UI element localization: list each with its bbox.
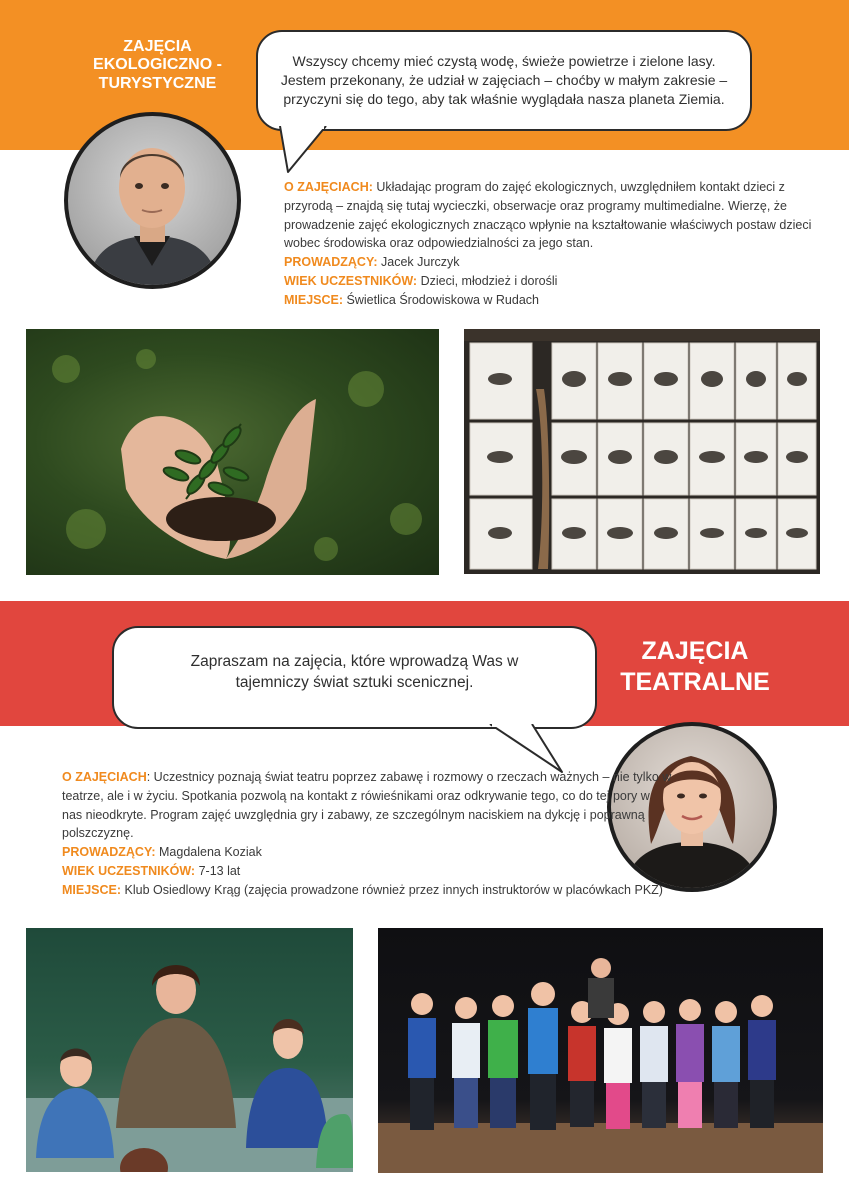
theatre-section-title: ZAJĘCIA TEATRALNE bbox=[620, 637, 770, 697]
theatre-age-value: 7-13 lat bbox=[198, 863, 241, 878]
theatre-leader-name: Magdalena Koziak bbox=[159, 845, 262, 859]
eco-age bbox=[284, 272, 814, 291]
eco-place bbox=[284, 291, 814, 310]
eco-about bbox=[284, 178, 814, 253]
children-group-photo bbox=[378, 928, 823, 1173]
theatre-about-text: : Uczestnicy poznają świat teatru poprzez zabawę i rozmowy o rzeczach ważnych – nie tylko w teatrze, ale i w życiu. Spotkania pozwolą na kontakt z rówieśnikami oraz odkrywanie tego, co do tej pory w nas nieodkryte. Program zajęć uwzględnia gry i zabawy, ze szczególnym naciskiem na dykcję i poprawną polszczyznę. bbox=[62, 770, 672, 841]
hands-seedling-photo bbox=[26, 329, 439, 575]
eco-leader-label: PROWADZĄCY: bbox=[284, 255, 378, 269]
eco-info-block bbox=[284, 178, 814, 309]
theatre-speech-bubble bbox=[112, 626, 597, 729]
theatre-info-block bbox=[62, 768, 672, 899]
eco-place-value: Świetlica Środowiskowa w Rudach bbox=[346, 292, 539, 307]
hands-seedling-illustration bbox=[26, 329, 439, 575]
children-group-illustration bbox=[378, 928, 823, 1173]
theatre-place-value: Klub Osiedlowy Krąg (zajęcia prowadzone również przez innych instruktorów w placówkach PKZ) bbox=[124, 882, 663, 897]
theatre-leader-label: PROWADZĄCY: bbox=[62, 845, 156, 859]
eco-leader-name: Jacek Jurczyk bbox=[381, 255, 460, 269]
eco-about-label: O ZAJĘCIACH: bbox=[284, 180, 373, 194]
theatre-about bbox=[62, 768, 672, 843]
eco-place-label: MIEJSCE: bbox=[284, 292, 344, 307]
theatre-place-label: MIEJSCE: bbox=[62, 882, 122, 897]
bird-board-illustration bbox=[464, 329, 820, 574]
theatre-class-illustration bbox=[26, 928, 353, 1172]
eco-age-value: Dzieci, młodzież i dorośli bbox=[420, 273, 558, 288]
theatre-age-label: WIEK UCZESTNIKÓW: bbox=[62, 863, 196, 878]
eco-age-label: WIEK UCZESTNIKÓW: bbox=[284, 273, 418, 288]
eco-bubble-tail bbox=[278, 126, 338, 178]
eco-quote: Wszyscy chcemy mieć czystą wodę, świeże powietrze i zielone lasy. Jestem przekonany, że udział w zajęciach – choćby w małym zakresie – przyczyni się do tego, aby tak właśnie wyglądała nasza planeta Ziemia. bbox=[280, 53, 728, 107]
theatre-class-photo bbox=[26, 928, 353, 1172]
eco-speech-bubble bbox=[256, 30, 752, 131]
eco-leader-portrait bbox=[64, 112, 241, 289]
eco-leader bbox=[284, 253, 814, 272]
man-photo-illustration bbox=[68, 116, 237, 285]
theatre-age bbox=[62, 862, 672, 881]
eco-about-text: Układając program do zajęć ekologicznych, uwzględniłem kontakt dzieci z przyrodą – znajdą się tutaj wycieczki, obserwacje oraz programy multimedialne. Wierzę, że prowadzenie zajęć ekologicznych znacząco wpłynie na kształtowanie właściwych postaw dzieci wobec środowiska oraz odpowiedzialności za jego stan. bbox=[284, 180, 812, 251]
eco-section-title: ZAJĘCIA EKOLOGICZNO - TURYSTYCZNE bbox=[93, 38, 222, 92]
theatre-quote: Zapraszam na zajęcia, które wprowadzą Was w tajemniczy świat sztuki scenicznej. bbox=[190, 653, 519, 691]
theatre-about-label: O ZAJĘCIACH bbox=[62, 770, 147, 784]
theatre-place bbox=[62, 881, 672, 900]
bird-board-photo bbox=[464, 329, 820, 574]
theatre-leader bbox=[62, 843, 672, 862]
